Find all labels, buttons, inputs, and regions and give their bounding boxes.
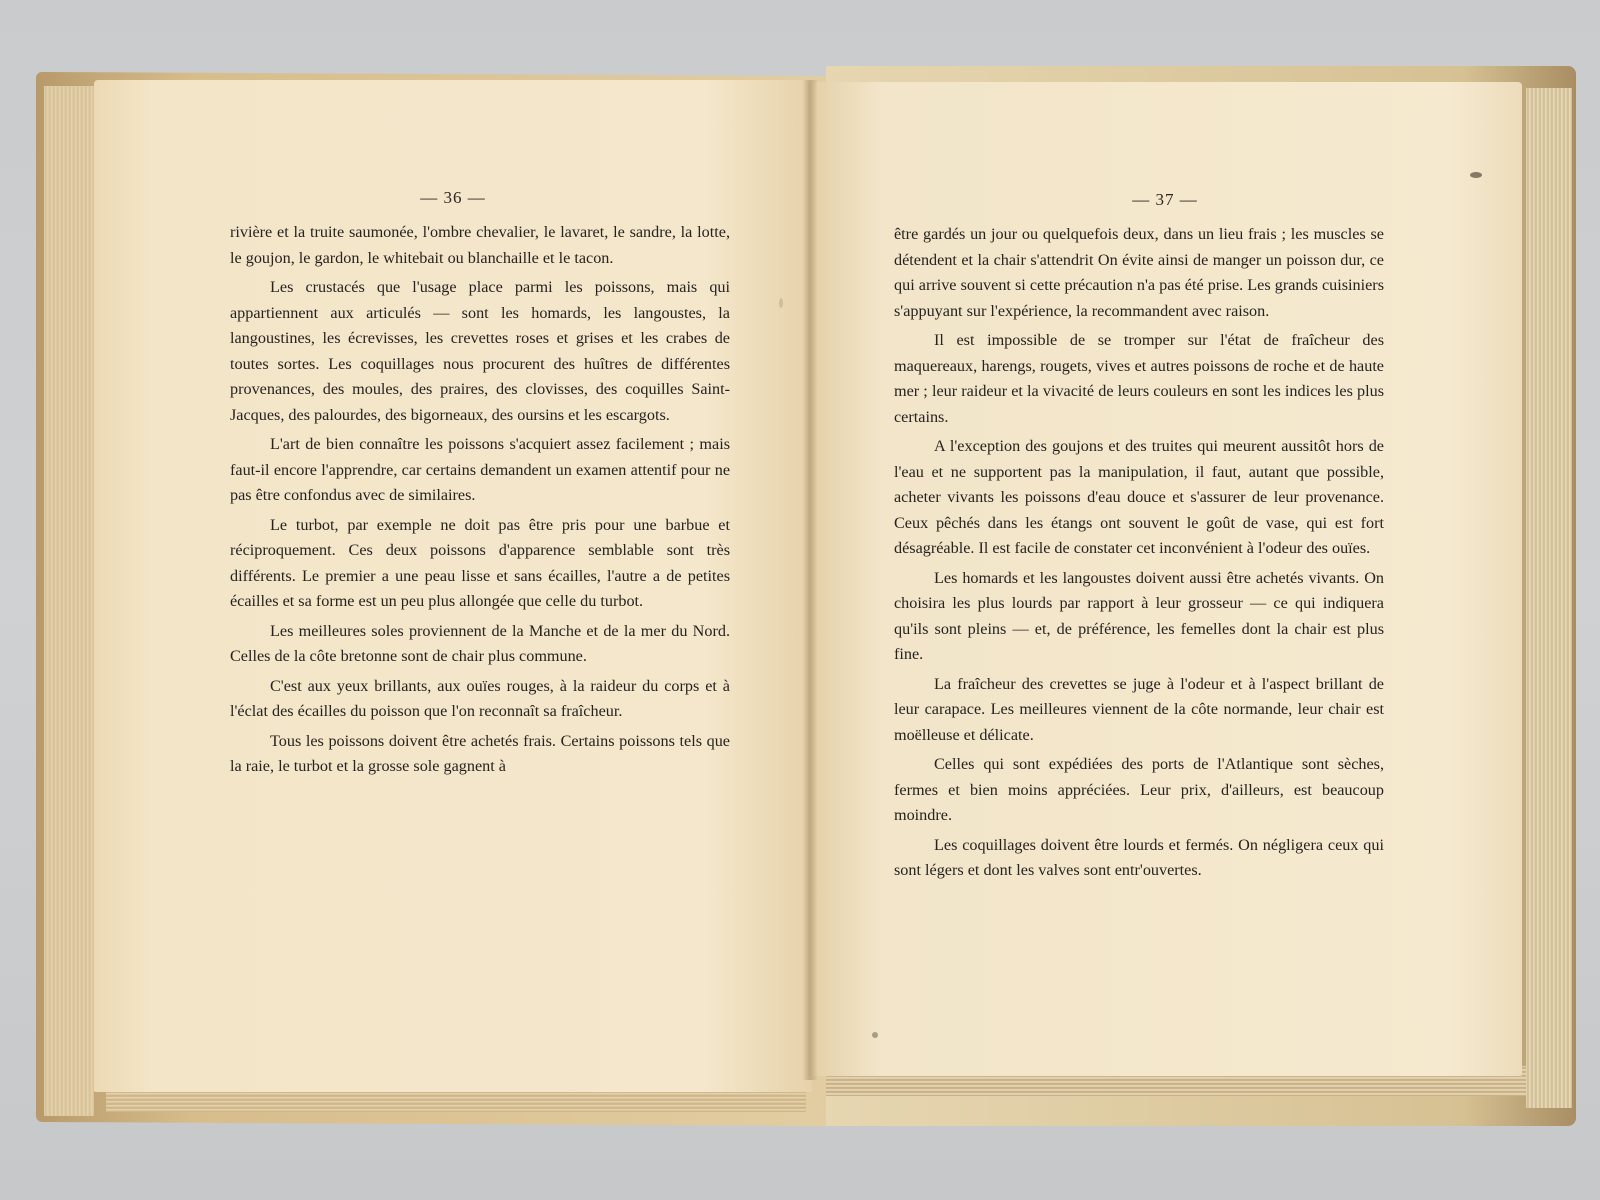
right-page-text xyxy=(894,222,1384,884)
paragraph: L'art de bien connaître les poissons s'acquiert assez facilement ; mais faut-il encore l'apprendre, car certains demandent un examen attentif pour ne pas être confondus avec de similaires. xyxy=(230,435,730,504)
paragraph: Les coquillages doivent être lourds et fermés. On négligera ceux qui sont légers et dont les valves sont entr'ouvertes. xyxy=(894,835,1384,879)
paragraph: C'est aux yeux brillants, aux ouïes rouges, à la raideur du corps et à l'éclat des écailles du poisson que l'on reconnaît sa fraîcheur. xyxy=(230,676,730,720)
page-number-right: — 37 — xyxy=(1132,190,1198,209)
paragraph: La fraîcheur des crevettes se juge à l'odeur et à l'aspect brillant de leur carapace. Les meilleures viennent de la côte normande, leur chair est moëlleuse et délicate. xyxy=(894,674,1384,744)
paper-spot xyxy=(1470,172,1482,178)
right-page xyxy=(808,82,1522,1076)
page-number-left: — 36 — xyxy=(420,188,486,207)
paragraph: Il est impossible de se tromper sur l'état de fraîcheur des maquereaux, harengs, rougets, vives et autres poissons de roche et de haute mer ; leur raideur et la vivacité de leurs couleurs en sont les indices les plus certains. xyxy=(894,331,1384,426)
paragraph: A l'exception des goujons et des truites qui meurent aussitôt hors de l'eau et ne supportent pas la manipulation, il faut, autant que possible, acheter vivants les poissons d'eau douce et s'assurer de leur provenance. Ceux pêchés dans les étangs ont souvent le goût de vase, qui est fort désagréable. Il est facile de constater cet inconvénient à l'odeur des ouïes. xyxy=(894,437,1384,557)
paragraph: Le turbot, par exemple ne doit pas être pris pour une barbue et réciproquement. Ces deux poissons d'apparence semblable sont très différents. Le premier a une peau lisse et sans écailles, l'autre a de petites écailles et sa forme est un peu plus allongée que celle du turbot. xyxy=(230,515,730,610)
left-page-text xyxy=(230,220,730,780)
paragraph: Les crustacés que l'usage place parmi les poissons, mais qui appartiennent aux articulés — sont les homards, les langoustes, la langoustines, les écrevisses, les crevettes roses et grises et les crabes de toutes sortes. Les coquillages nous procurent des huîtres de différentes provenances, des moules, des praires, des clovisses, des coquilles Saint-Jacques, des palourdes, des bigorneaux, des oursins et les escargots. xyxy=(230,278,730,424)
paragraph: rivière et la truite saumonée, l'ombre chevalier, le lavaret, le sandre, la lotte, le goujon, le gardon, le whitebait ou blanchaille et le tacon. xyxy=(230,223,730,267)
paper-spot xyxy=(872,1032,878,1038)
paragraph: Les meilleures soles proviennent de la Manche et de la mer du Nord. Celles de la côte bretonne sont de chair plus commune. xyxy=(230,621,730,665)
paragraph: être gardés un jour ou quelquefois deux, dans un lieu frais ; les muscles se détendent et la chair s'attendrit On évite ainsi de manger un poisson dur, ce qui arrive souvent si cette précaution n'a pas été prise. Les grands cuisiniers s'appuyant sur l'expérience, la recommandent avec raison. xyxy=(894,225,1384,320)
book-gutter xyxy=(802,80,818,1080)
paragraph: Les homards et les langoustes doivent aussi être achetés vivants. On choisira les plus lourds par rapport à leur grosseur — ce qui indiquera qu'ils sont pleins — et, de préférence, les femelles dont la chair est plus fine. xyxy=(894,568,1384,663)
paper-spot xyxy=(779,298,783,308)
paragraph: Celles qui sont expédiées des ports de l'Atlantique sont sèches, fermes et bien moins appréciées. Leur prix, d'ailleurs, est beaucoup moindre. xyxy=(894,755,1384,824)
right-page-edges xyxy=(1526,88,1572,1108)
open-book xyxy=(36,66,1576,1136)
left-page-edges xyxy=(44,86,94,1116)
left-page xyxy=(94,80,812,1092)
paragraph: Tous les poissons doivent être achetés frais. Certains poissons tels que la raie, le turbot et la grosse sole gagnent à xyxy=(230,731,730,775)
